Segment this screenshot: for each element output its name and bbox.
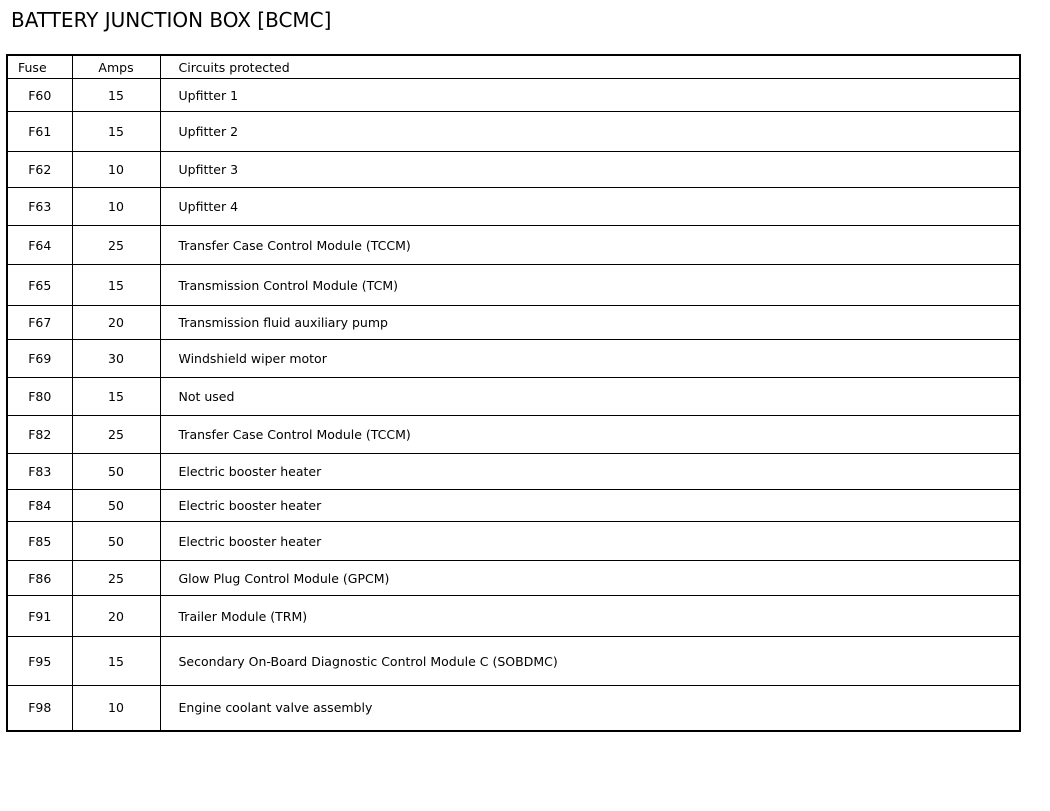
table-row bbox=[7, 79, 1020, 112]
amps-cell: 15 bbox=[72, 79, 160, 112]
circuits-cell: Secondary On-Board Diagnostic Control Module C (SOBDMC) bbox=[160, 637, 1020, 686]
circuits-cell: Upfitter 4 bbox=[160, 188, 1020, 226]
table-row bbox=[7, 340, 1020, 378]
amps-cell: 15 bbox=[72, 112, 160, 152]
table-row bbox=[7, 454, 1020, 490]
circuits-cell: Upfitter 1 bbox=[160, 79, 1020, 112]
fuse-table bbox=[6, 54, 1021, 732]
table-body bbox=[7, 79, 1020, 731]
fuse-cell: F67 bbox=[7, 306, 72, 340]
fuse-cell: F82 bbox=[7, 416, 72, 454]
amps-cell: 20 bbox=[72, 596, 160, 637]
table-row bbox=[7, 490, 1020, 522]
circuits-cell: Engine coolant valve assembly bbox=[160, 686, 1020, 731]
amps-cell: 20 bbox=[72, 306, 160, 340]
circuits-cell: Transmission Control Module (TCM) bbox=[160, 265, 1020, 306]
circuits-cell: Upfitter 3 bbox=[160, 152, 1020, 188]
circuits-cell: Upfitter 2 bbox=[160, 112, 1020, 152]
fuse-cell: F60 bbox=[7, 79, 72, 112]
amps-cell: 30 bbox=[72, 340, 160, 378]
amps-cell: 15 bbox=[72, 378, 160, 416]
table-row bbox=[7, 378, 1020, 416]
circuits-cell: Electric booster heater bbox=[160, 490, 1020, 522]
fuse-cell: F64 bbox=[7, 226, 72, 265]
table-header-row bbox=[7, 55, 1020, 79]
column-header-amps: Amps bbox=[72, 55, 160, 79]
amps-cell: 25 bbox=[72, 561, 160, 596]
fuse-cell: F83 bbox=[7, 454, 72, 490]
amps-cell: 10 bbox=[72, 188, 160, 226]
table-row bbox=[7, 152, 1020, 188]
circuits-cell: Trailer Module (TRM) bbox=[160, 596, 1020, 637]
amps-cell: 50 bbox=[72, 454, 160, 490]
fuse-cell: F62 bbox=[7, 152, 72, 188]
table-row bbox=[7, 306, 1020, 340]
fuse-cell: F65 bbox=[7, 265, 72, 306]
table-row bbox=[7, 561, 1020, 596]
fuse-cell: F98 bbox=[7, 686, 72, 731]
circuits-cell: Transfer Case Control Module (TCCM) bbox=[160, 416, 1020, 454]
fuse-cell: F91 bbox=[7, 596, 72, 637]
circuits-cell: Transmission fluid auxiliary pump bbox=[160, 306, 1020, 340]
amps-cell: 10 bbox=[72, 686, 160, 731]
fuse-cell: F95 bbox=[7, 637, 72, 686]
table-row bbox=[7, 416, 1020, 454]
fuse-cell: F85 bbox=[7, 522, 72, 561]
table-row bbox=[7, 188, 1020, 226]
circuits-cell: Transfer Case Control Module (TCCM) bbox=[160, 226, 1020, 265]
column-header-fuse: Fuse bbox=[7, 55, 72, 79]
fuse-cell: F80 bbox=[7, 378, 72, 416]
amps-cell: 50 bbox=[72, 522, 160, 561]
amps-cell: 25 bbox=[72, 416, 160, 454]
fuse-cell: F69 bbox=[7, 340, 72, 378]
table-row bbox=[7, 596, 1020, 637]
table-row bbox=[7, 686, 1020, 731]
amps-cell: 10 bbox=[72, 152, 160, 188]
table-row bbox=[7, 265, 1020, 306]
column-header-circuits: Circuits protected bbox=[160, 55, 1020, 79]
circuits-cell: Glow Plug Control Module (GPCM) bbox=[160, 561, 1020, 596]
fuse-cell: F63 bbox=[7, 188, 72, 226]
circuits-cell: Electric booster heater bbox=[160, 522, 1020, 561]
table-row bbox=[7, 637, 1020, 686]
fuse-cell: F86 bbox=[7, 561, 72, 596]
fuse-cell: F61 bbox=[7, 112, 72, 152]
circuits-cell: Windshield wiper motor bbox=[160, 340, 1020, 378]
table-row bbox=[7, 112, 1020, 152]
amps-cell: 15 bbox=[72, 265, 160, 306]
circuits-cell: Electric booster heater bbox=[160, 454, 1020, 490]
circuits-cell: Not used bbox=[160, 378, 1020, 416]
amps-cell: 15 bbox=[72, 637, 160, 686]
fuse-cell: F84 bbox=[7, 490, 72, 522]
table-row bbox=[7, 522, 1020, 561]
amps-cell: 50 bbox=[72, 490, 160, 522]
table-row bbox=[7, 226, 1020, 265]
amps-cell: 25 bbox=[72, 226, 160, 265]
page-title: BATTERY JUNCTION BOX [BCMC] bbox=[11, 8, 332, 32]
